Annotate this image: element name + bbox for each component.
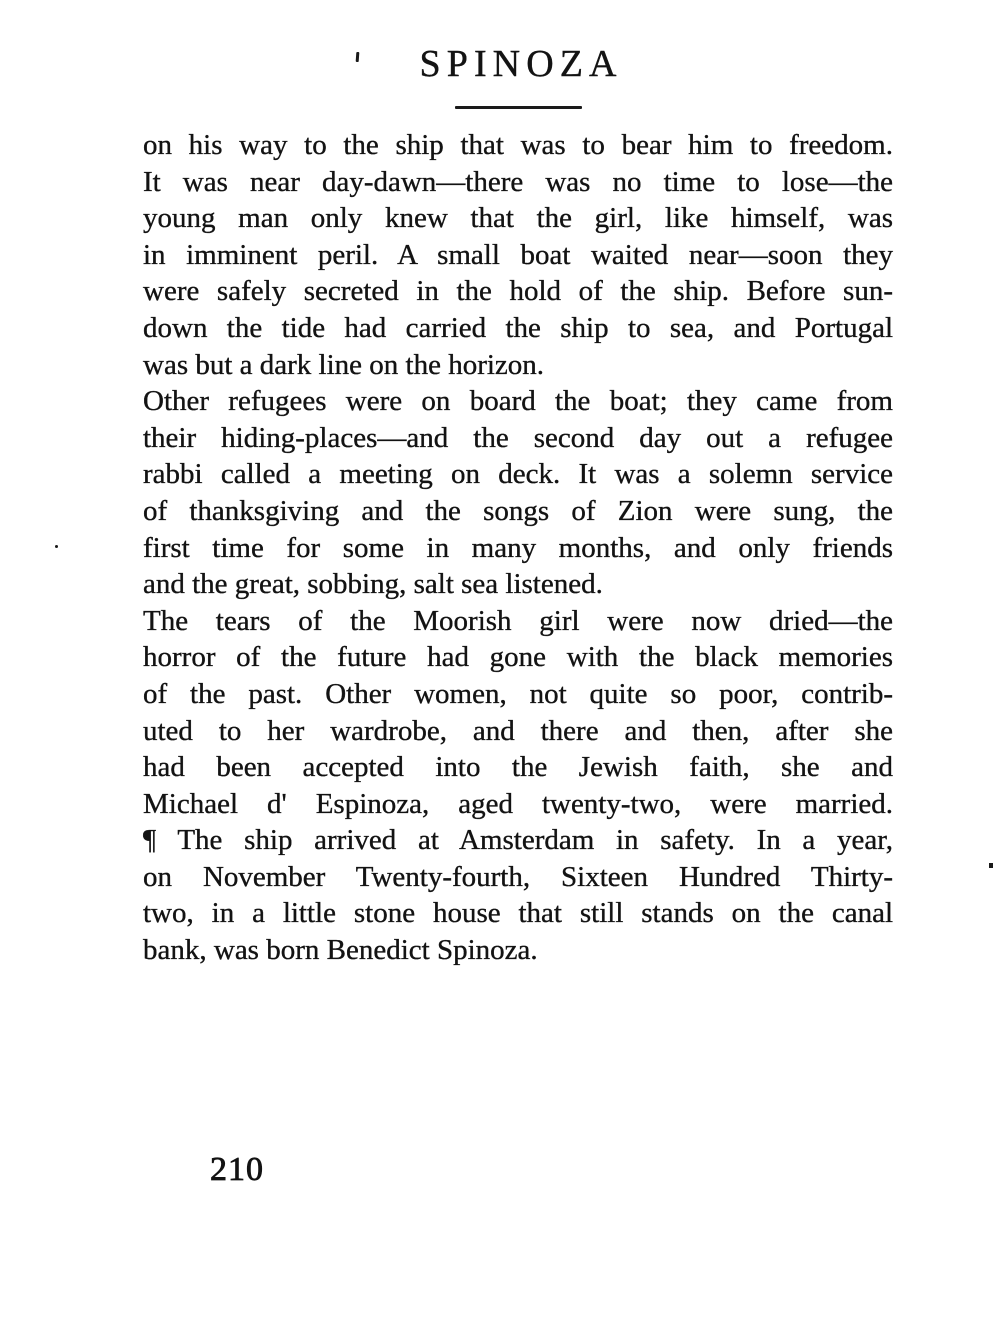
text-line: uted to her wardrobe, and there and then, after she [143,714,893,747]
text-line: down the tide had carried the ship to sea, and Portugal [143,311,893,344]
text-line: two, in a little stone house that still stands on the canal [143,897,893,930]
body-text [143,127,893,969]
text-line: and the great, sobbing, salt sea listened. [143,568,603,601]
text-line: their hiding-places—and the second day out a refugee [143,421,893,454]
text-line: of thanksgiving and the songs of Zion were sung, the [143,494,893,527]
text-line: ¶ The ship arrived at Amsterdam in safety. In a year, [143,824,893,857]
ink-speck [989,863,993,868]
text-line: in imminent peril. A small boat waited near—soon they [143,238,893,271]
ink-speck [55,545,58,548]
text-line: were safely secreted in the hold of the ship. Before sun- [143,275,893,308]
text-line: on November Twenty-fourth, Sixteen Hundred Thirty- [143,860,893,893]
text-line: horror of the future had gone with the black memories [143,641,893,674]
text-line: first time for some in many months, and only friends [143,531,893,564]
text-line: The tears of the Moorish girl were now dried—the [143,604,893,637]
page-title: SPINOZA [419,43,623,85]
text-line: Michael d' Espinoza, aged twenty-two, were married. [143,787,893,820]
text-line: Other refugees were on board the boat; they came from [143,385,893,418]
text-line: bank, was born Benedict Spinoza. [143,934,538,967]
page-number: 210 [210,1151,264,1188]
text-line: It was near day-dawn—there was no time to lose—the [143,165,893,198]
text-line: rabbi called a meeting on deck. It was a solemn service [143,458,893,491]
title-divider [455,106,582,109]
text-line: young man only knew that the girl, like himself, was [143,202,893,235]
text-line: of the past. Other women, not quite so poor, contrib- [143,677,893,710]
text-line: on his way to the ship that was to bear him to freedom. [143,129,893,161]
text-line: had been accepted into the Jewish faith, she and [143,751,893,784]
text-line: was but a dark line on the horizon. [143,348,545,381]
